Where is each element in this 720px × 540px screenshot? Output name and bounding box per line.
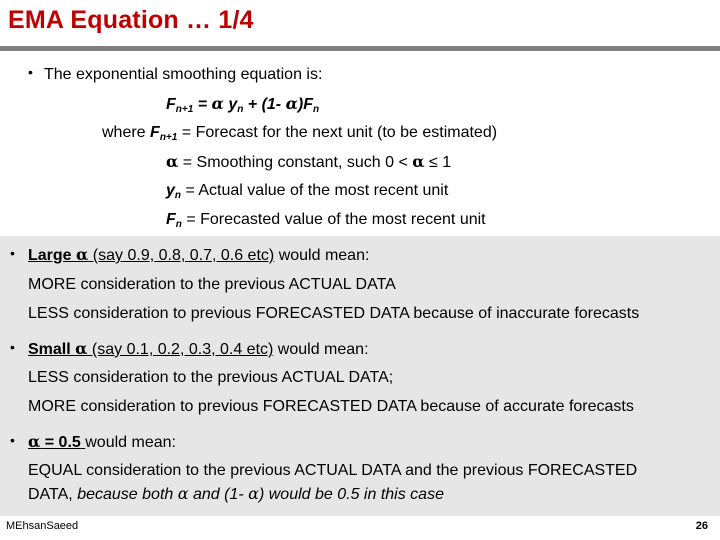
bullet-dot-icon: • xyxy=(10,432,15,448)
half-alpha-heading: α = 0.5 would mean: xyxy=(28,432,176,451)
definition-f-next: where $F_{n+1}$ = Forecast for the next unit (to be estimated) xyxy=(102,124,498,143)
large-alpha-heading: Large α (say 0.9, 0.8, 0.7, 0.6 etc) would mean: xyxy=(28,245,370,264)
large-alpha-line-1: MORE consideration to the previous ACTUAL DATA xyxy=(28,276,396,293)
equation-block xyxy=(0,60,720,236)
slide-title: EMA Equation … 1/4 xyxy=(8,6,254,34)
definition-yn: $y_n$ = Actual value of the most recent unit xyxy=(166,182,449,201)
definition-alpha: α = Smoothing constant, such 0 < α ≤ 1 xyxy=(166,152,452,171)
large-alpha-line-2: LESS consideration to previous FORECASTED DATA because of inaccurate forecasts xyxy=(28,305,640,322)
intro-text: The exponential smoothing equation is: xyxy=(44,66,323,83)
definition-fn: $F_n$ = Forecasted value of the most recent unit xyxy=(166,211,486,230)
small-alpha-line-1: LESS consideration to the previous ACTUAL DATA; xyxy=(28,369,394,386)
footer-author: MEhsanSaeed xyxy=(6,520,79,532)
ema-equation: $F_{n+1} = \alpha$ $y_n + (1-$ $\alpha)F_n$ xyxy=(166,94,320,115)
small-alpha-heading: Small α (say 0.1, 0.2, 0.3, 0.4 etc) would mean: xyxy=(28,339,369,358)
half-alpha-line-2: DATA, because both α and (1- α) would be 0.5 in this case xyxy=(28,484,444,503)
title-divider xyxy=(0,46,720,51)
small-alpha-line-2: MORE consideration to previous FORECASTED DATA because of accurate forecasts xyxy=(28,398,634,415)
page-number: 26 xyxy=(695,520,708,532)
alpha-explanation-panel xyxy=(0,236,720,516)
bullet-dot-icon: • xyxy=(10,245,15,261)
half-alpha-line-1: EQUAL consideration to the previous ACTUAL DATA and the previous FORECASTED xyxy=(28,462,638,479)
bullet-dot-icon: • xyxy=(28,64,33,80)
bullet-dot-icon: • xyxy=(10,339,15,355)
